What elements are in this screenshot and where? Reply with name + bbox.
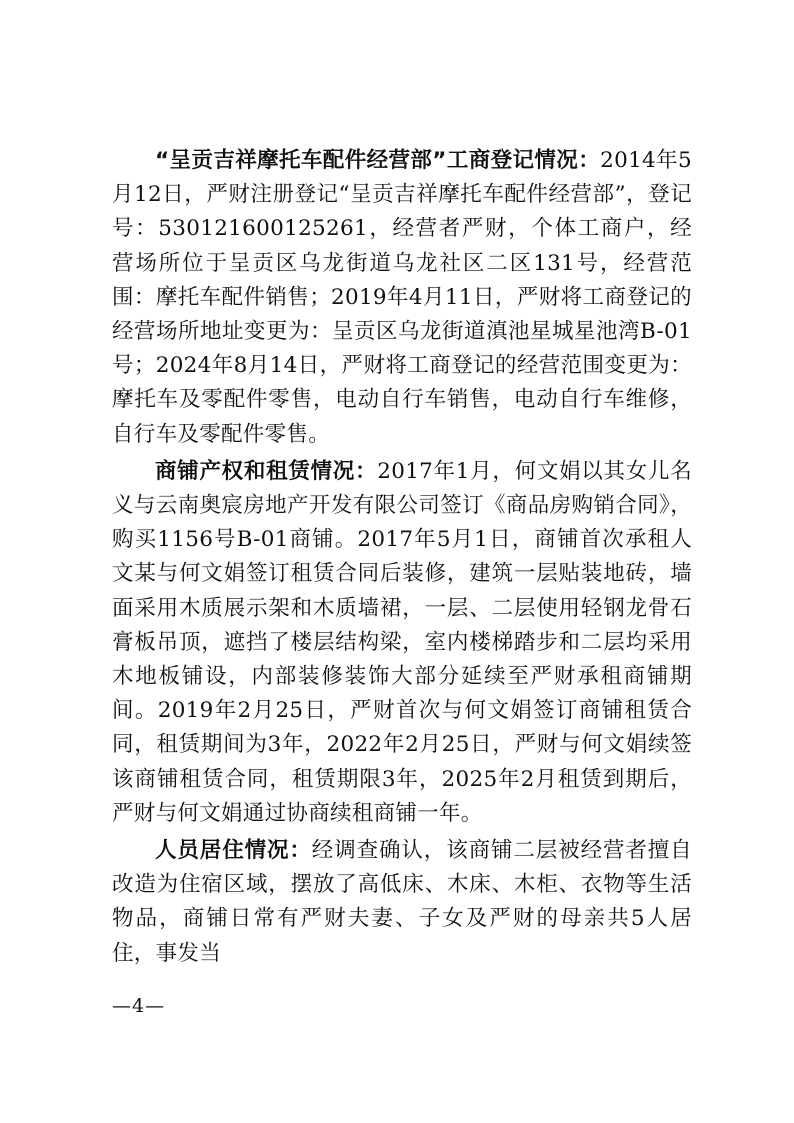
paragraph-text: 2014年5月12日，严财注册登记“呈贡吉祥摩托车配件经营部”，登记号：530121600125261，经营者严财，个体工商户，经营场所位于呈贡区乌龙街道乌龙社区二区131号，经营范围：摩托车配件销售；2019年4月11日，严财将工商登记的经营场所地址变更为：呈贡区乌龙街道滇池星城星池湾B-01号；2024年8月14日，严财将工商登记的经营范围变更为：摩托车及零配件零售，电动自行车销售，电动自行车维修，自行车及零配件零售。 bbox=[112, 148, 692, 447]
paragraph-property-lease bbox=[112, 455, 692, 831]
paragraph-text: 2017年1月，何文娟以其女儿名义与云南奥宸房地产开发有限公司签订《商品房购销合同》，购买1156号B-01商铺。2017年5月1日，商铺首次承租人文某与何文娟签订租赁合同后装修，建筑一层贴装地砖，墙面采用木质展示架和木质墙裙，一层、二层使用轻钢龙骨石膏板吊顶，遮挡了楼层结构梁，室内楼梯踏步和二层均采用木地板铺设，内部装修装饰大部分延续至严财承租商铺期间。2019年2月25日，严财首次与何文娟签订商铺租赁合同，租赁期间为3年，2022年2月25日，严财与何文娟续签该商铺租赁合同，租赁期限3年，2025年2月租赁到期后，严财与何文娟通过协商续租商铺一年。 bbox=[112, 458, 692, 826]
page-number: —4— bbox=[112, 995, 166, 1017]
paragraph-business-registration bbox=[112, 144, 692, 452]
paragraph-text: 经调查确认，该商铺二层被经营者擅自改造为住宿区域，摆放了高低床、木床、木柜、衣物等生活物品，商铺日常有严财夫妻、子女及严财的母亲共5人居住，事发当 bbox=[112, 838, 692, 966]
paragraph-heading: 人员居住情况： bbox=[155, 838, 312, 864]
paragraph-heading: “呈贡吉祥摩托车配件经营部”工商登记情况： bbox=[155, 148, 601, 173]
document-body bbox=[112, 144, 692, 974]
paragraph-heading: 商铺产权和租赁情况： bbox=[155, 458, 378, 484]
paragraph-residence bbox=[112, 834, 692, 971]
